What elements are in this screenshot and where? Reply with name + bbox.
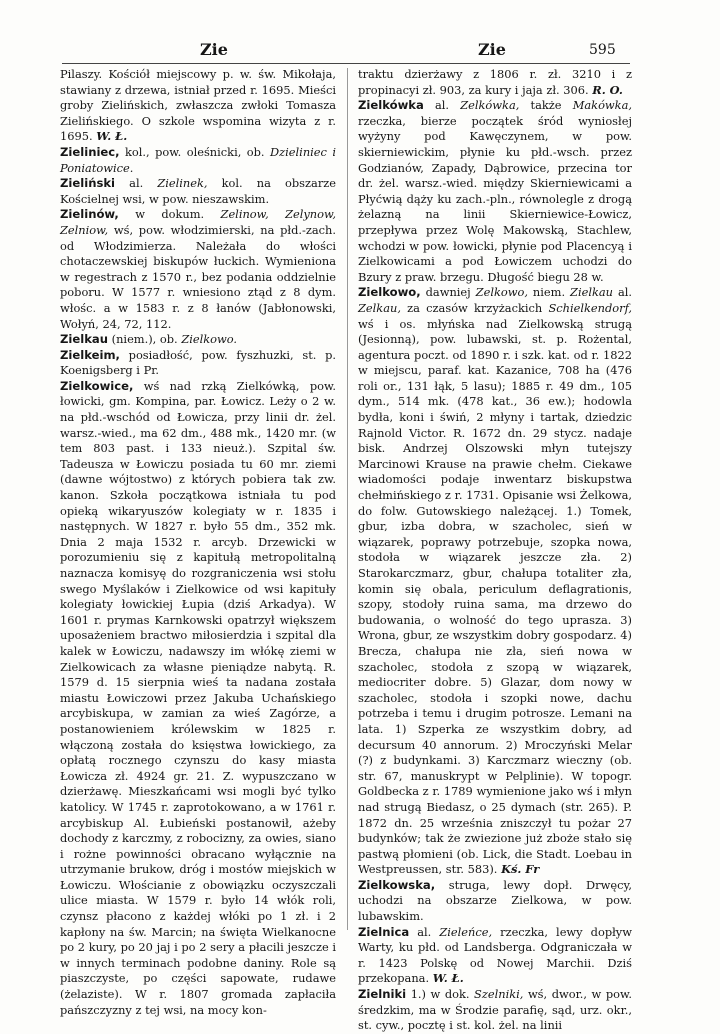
dictionary-entry [358, 987, 632, 1034]
entry-headword: Zielkau [60, 332, 109, 347]
entry-headword: Zielkowice, [60, 378, 134, 393]
dictionary-entry [60, 332, 336, 348]
entry-italic-text: Szelniki, [474, 987, 524, 1002]
entry-italic-text: Zielkau [570, 285, 614, 300]
entry-author-signature: W. Ł. [432, 971, 464, 986]
entry-italic-text: Zelkowo, [475, 285, 528, 300]
entry-headword: Zielkeim, [60, 347, 120, 362]
entry-text: także [530, 98, 562, 113]
entry-italic-text: Zielkowo. [181, 332, 238, 347]
entry-text: al. [435, 98, 450, 113]
entry-text: kol. na obszarze Kościelnej wsi, w pow. nieszawskim. [60, 176, 337, 206]
dictionary-entry [60, 176, 336, 207]
entry-text: struga, lewy dopł. Drwęcy, uchodzi na obszarze Zielkowa, w pow. lubawskim. [358, 877, 632, 924]
dictionary-entry [60, 145, 336, 176]
entry-text: wś i os. młyńska nad Zielkowską strugą (Jesionną), pow. lubawski, st. p. Rożental, agentura poczt. od 1890 r. i szk. kat. od r. 1822 w miejscu, paraf. kat. Kazanice, 708 ha (476 roli or., 131 łąk, 5 lasu); 1885 r. 49 dm., 105 dym., 514 mk. (478 kat., 36 ew.); hodowla bydła, koni i świń, 2 młyny i tartak, dziedzic Rajnold Victor. R. 1672 dn. 29 stycz. nadaje bisk. Andrzej Olszowski młyn tutejszy Marcinowi Krause na prawie chełm. Ciekawe wiadomości podaje inwentarz biskupstwa chełmińskiego z r. 1731. Opisanie wsi Żelkowa, do folw. Gutowskiego należącej. 1.) Tomek, gbur, izba dobra, w szacholec, sień w wiązarek, poprawy potrzebuje, szopka nowa, stodoła w wiązarek jeszcze zła. 2) Starokarczmarz, gbur, chałupa totaliter zła, komin się obala, periculum deflagrationis, szopy, stodoły ruina sama, ma drzewo do budowania, o wolność do tego uprasza. 3) Wrona, gbur, ze wszystkim dobry gospodarz. 4) Brecza, chałupa nie zła, sień nowa w szacholec, stodoła z szopą w wiązarek, mediocriter dobre. 5) Glazar, dom nowy w szacholec, stodoła i szopki nowe, dachu potrzeba i temu i drugim potrosze. Lemani na lata. 1) Szperka ze wszystkim dobry, ad decursum 40 annorum. 2) Mroczyński Melar (?) z budynkami. 3) Karczmarz wieczny (ob. str. 67, manuskrypt w Pelplinie). W topogr. Goldbecka z r. 1789 wymienione jako wś i młyn nad strugą Biedasz, o 25 dymach (str. 265). P. 1872 dn. 25 września zniszczył tu pożar 27 budynków; tak że zwiezione już zboże stało się pastwą płomieni (ob. Lick, die Stadt. Loebau in Westpreussen, str. 583). [358, 316, 632, 877]
entry-italic-text: Zelinow, Zelynow, Zelniow, [60, 207, 337, 237]
dictionary-entry [358, 67, 632, 98]
entry-text: rzeczka, bierze początek śród wyniosłej wyżyny pod Kawęczynem, w pow. skierniewickim, płynie ku płd.-wsch. przez Godzianów, Zapady, Dąbrowice, przecina tor dr. żel. warsz.-wied. między Skierniewicami a Płyćwią dąży ku zach.-pln., równolegle z drogą żelazną na linii Skierniewice-Łowicz, przepływa przez Wolę Makowską, Stachlew, wchodzi w pow. łowicki, płynie pod Placencyą i Zielkowicami a pod Łowiczem uchodzi do Bzury z praw. brzegu. Długość biegu 28 w. [358, 113, 632, 284]
entry-headword: Zielniki [358, 987, 407, 1002]
entry-text: al. [129, 176, 144, 191]
running-head-left: Zie [200, 40, 228, 59]
entry-headword: Zielkowska, [358, 877, 436, 892]
entry-headword: Zielkowo, [358, 285, 421, 300]
column-divider [347, 68, 348, 930]
page-number: 595 [589, 42, 616, 58]
entry-headword: Zielinów, [60, 207, 119, 222]
entry-italic-text: Zelkau, [358, 300, 401, 315]
entry-author-signature: R. O. [592, 82, 623, 97]
entry-italic-text: Zieleńce, [439, 924, 493, 939]
entry-text: kol., pow. oleśnicki, ob. [125, 144, 265, 159]
entry-text: wś, dwor., w pow. średzkim, ma w Środzie parafię, sąd, urz. okr., st. cyw., pocztę i st. kol. żel. na linii [358, 987, 633, 1033]
entry-headword: Zielnica [358, 924, 410, 939]
entry-headword: Zielkówka [358, 98, 424, 113]
dictionary-entry [60, 207, 336, 332]
entry-text: niem. [532, 285, 566, 300]
entry-text: (niem.), ob. [111, 332, 178, 347]
entry-italic-text: Dzieliniec i Poniatowice. [60, 144, 337, 175]
dictionary-entry [60, 348, 336, 379]
right-column [358, 67, 632, 1034]
entry-italic-text: Schielkendorf, [548, 300, 633, 315]
dictionary-entry [358, 285, 632, 878]
dictionary-entry [358, 925, 632, 987]
dictionary-entry [60, 67, 336, 145]
entry-italic-text: Zelkówka, [460, 98, 520, 113]
left-column [60, 67, 336, 1018]
entry-headword: Zieliński [60, 176, 116, 191]
running-head-center: Zie [478, 40, 506, 59]
entry-text: al. [417, 924, 432, 939]
entry-author-signature: Kś. Fr [501, 862, 540, 877]
dictionary-entry [60, 379, 336, 1018]
entry-text: traktu dzierżawy z 1806 r. zł. 3210 i z propinacyi zł. 903, za kury i jaja zł. 306. [358, 67, 632, 97]
entry-author-signature: W. Ł. [96, 129, 128, 144]
entry-text: w dokum. [135, 207, 205, 222]
dictionary-entry [358, 98, 632, 285]
entry-headword: Zieliniec, [60, 144, 120, 159]
entry-text: posiadłość, pow. fyszhuzki, st. p. Koenigsberg i Pr. [60, 347, 337, 378]
entry-text: wś nad rzką Zielkówką, pow. łowicki, gm. Kompina, par. Łowicz. Leży o 2 w. na płd.-wschód od Łowicza, przy linii dr. żel. warsz.-wied., ma 62 dm., 488 mk., 1420 mr. (w tem 803 past. i 133 nieuż.). Szpital św. Tadeusza w Łowiczu posiada tu 60 mr. ziemi (dawne wójtostwo) z których pobiera tak zw. kanon. Szkoła początkowa istniała tu pod opieką wikaryuszów kolegiaty w r. 1835 i następnych. W 1827 r. było 55 dm., 352 mk. Dnia 2 maja 1532 r. arcyb. Drzewicki w porozumieniu się z kapitułą metropolitalną naznacza komisyę do rozgraniczenia wsi stołu swego Myślaków i Zielkowice od wsi kapituły kolegiaty łowickiej Łupia (dziś Arkadya). W 1601 r. prymas Karnkowski opatrzył większem uposażeniem bractwo miłosierdzia i szpital dla kalek w Łowiczu, nadawszy im włókę ziemi w Zielkowicach za własne pieniądze nabytą. R. 1579 d. 15 sierpnia wieś ta nadana została miastu Łowiczowi przez Jakuba Uchańskiego arcybiskupa, w zamian za wieś Zagórze, a postanowieniem królewskim w 1825 r. włączoną została do księstwa łowickiego, za opłatą rocznego czynszu do kasy miasta Łowicza zł. 4924 gr. 21. Z. wypuszczano w dzierżawę. Mieszkańcami wsi mogli być tylko katolicy. W 1745 r. zaprotokowano, a w 1761 r. arcybiskup Al. Łubieński postanowił, ażeby dochody z karczmy, z robocizny, za owies, siano i rożne powinności obracano wyłącznie na utrzymanie brukow, dróg i mostów miejskich w Łowiczu. Włościanie z obowiązku oczyszczali ulice miasta. W 1579 r. było 14 włók roli, czynsz płacono z każdej włóki po 1 zł. i 2 kapłony na św. Marcin; na święta Wielkanocne po 2 kury, po 20 jaj i po 2 sery a płacili jeszcze i w innych terminach podobne daniny. Role są piaszczyste, po części sapowate, rudawe (żelaziste). W r. 1807 gromada zapłaciła pańszczyzny z tej wsi, na mocy kon- [60, 378, 337, 1017]
dictionary-entry [358, 878, 632, 925]
entry-text: rzeczka, lewy dopływ Warty, ku płd. od Landsberga. Odgraniczała w r. 1423 Polskę od Nowej Marchii. Dziś przekopana. [358, 924, 632, 986]
entry-italic-text: Zielinek, [157, 176, 208, 191]
header-rule [62, 63, 630, 64]
entry-text: al. [617, 285, 633, 300]
entry-text: Pilaszy. Kościół miejscowy p. w. św. Mikołaja, stawiany z drzewa, istniał przed r. 1695. Mieści groby Zielińskich, zwłaszcza zwłoki Tomasza Zielińskiego. O szkole wspomina wizyta z r. 1695. [60, 67, 336, 144]
entry-italic-text: Makówka, [572, 98, 632, 113]
entry-text: 1.) w dok. [410, 987, 470, 1002]
entry-text: za czasów krzyżackich [407, 300, 543, 315]
entry-text: dawniej [425, 285, 471, 300]
entry-text: wś, pow. włodzimierski, na płd.-zach. od Włodzimierza. Należała do włości chotaczewskiej biskupów łuckich. Wymieniona w regestrach z 1570 r., bez podania oddzielnie poboru. W 1577 r. wniesiono ztąd z 8 dym. włośc. a w 1583 r. z 8 łanów (Jabłonowski, Wołyń, 24, 72, 112. [60, 222, 336, 331]
